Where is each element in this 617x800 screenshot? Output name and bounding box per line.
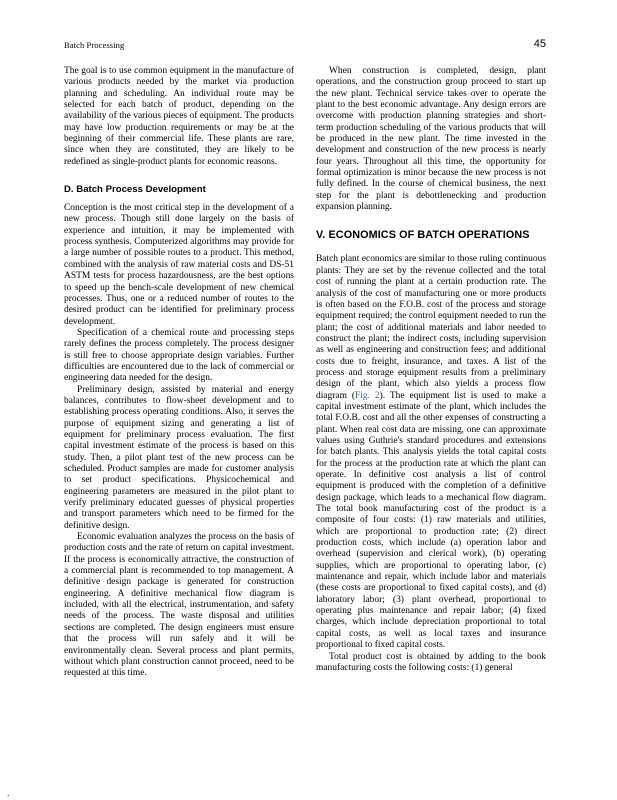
left-paragraph-2: Conception is the most critical step in the development of a new process. Though still done largely on the basis of experience and intuition, it may be implemented with process synthesis. Computerized algorithms may provide for a large number of possible routes to a product. This method, combined with the analysis of raw material costs and DS-51 ASTM tests for process hazardousness, are the best options to speed up the bench-scale development of new chemical processes. Thus, one or a reduced number of routes to the desired product can be identified for preliminary process development. xyxy=(64,203,294,327)
right-paragraph-1: When construction is completed, design, plant operations, and the construction group proceed to start up the new plant. Technical service takes over to operate the plant to the best economic advantage. Any design errors are overcome with production planning strategies and short-term production scheduling of the various products that will be produced in the new plant. The time invested in the development and construction of the new process is nearly four years. Throughout all this time, the opportunity for formal optimization is minor because the new process is not fully defined. In the course of chemical business, the next step for the plant is debottlenecking and production expansion planning. xyxy=(316,66,546,213)
figure-2-link[interactable]: Fig. 2 xyxy=(355,390,380,401)
right-paragraph-3: Total product cost is obtained by adding to the book manufacturing costs the following costs: (1) general xyxy=(316,651,546,673)
corner-mark: ¸ xyxy=(7,789,10,797)
section-heading-d: D. Batch Process Development xyxy=(64,184,206,196)
right-paragraph-2-text-a: Batch plant economics are similar to those ruling continuous plants: They are set by the revenue collected and the total cost of running the plant at a certain production rate. The analysis of the cost of manufacturing one or more products is often based on the F.O.B. cost of the process and storage equipment required; the control equipment needed to run the plant; the cost of additional materials and labor needed to construct the plant; the indirect costs, including supervision as well as engineering and construction fees; and additional costs due to freight, insurance, and taxes. A list of the process and storage equipment results from a preliminary design of the plant, which also yields a process flow diagram ( xyxy=(316,254,546,401)
page-number: 45 xyxy=(533,38,546,50)
left-paragraph-1: The goal is to use common equipment in the manufacture of various products needed by the market via production planning and scheduling. An individual route may be selected for each batch of product, depending on the availability of the various pieces of equipment. The products may have low production requirements or may be at the beginning of their commercial life. These plants are rare, since when they are constituted, they are likely to be redefined as single-product plants for economic reasons. xyxy=(64,66,294,167)
running-title: Batch Processing xyxy=(64,40,125,50)
left-paragraph-4: Preliminary design, assisted by material and energy balances, contributes to flow-sheet development and to establishing process operating conditions. Also, it serves the purpose of equipment sizing and generating a list of equipment for preliminary process evaluation. The first capital investment estimate of the process is based on this study. Then, a pilot plant test of the new process can be scheduled. Product samples are made for customer analysis to set product specifications. Physicochemical and engineering parameters are measured in the pilot plant to verify preliminary educated guesses of physical properties and transport parameters which need to be firmed for the definitive design. xyxy=(64,384,294,531)
left-paragraph-5: Economic evaluation analyzes the process on the basis of production costs and the rate of return on capital investment. If the process is economically attractive, the construction of a commercial plant is recommended to top management. A definitive design package is generated for construction engineering. A definitive mechanical flow diagram is included, with all the electrical, instrumentation, and safety needs of the process. The waste disposal and utilities sections are completed. The design engineers must ensure that the process will run safely and it will be environmentally clean. Several process and plant permits, without which plant construction cannot proceed, need to be requested at this time. xyxy=(64,532,294,679)
left-paragraph-3: Specification of a chemical route and processing steps rarely defines the process completely. The process designer is still free to choose appropriate design variables. Further difficulties are encountered due to the lack of commercial or engineering data needed for the design. xyxy=(64,327,294,384)
right-column xyxy=(316,66,546,674)
right-paragraph-2 xyxy=(316,254,546,651)
section-heading-v: V. ECONOMICS OF BATCH OPERATIONS xyxy=(316,229,530,242)
left-column xyxy=(64,66,294,680)
right-paragraph-2-text-b: ). The equipment list is used to make a capital investment estimate of the plant, which includes the total F.O.B. cost and all the other expenses of constructing a plant. When real cost data are missing, one can approximate values using Guthrie's standard procedures and extensions for batch plants. This analysis yields the total capital costs for the process at the production rate at which the plant can operate. In definitive cost analysis a list of control equipment is produced with the completion of a definitive design package, which leads to a mechanical flow diagram. The total book manufacturing cost of the product is a composite of four costs: (1) raw materials and utilities, which are proportional to production rate; (2) direct production costs, which include (a) operation labor and overhead (supervision and clerical work), (b) operating supplies, which are proportional to operating labor, (c) maintenance and repair, which include labor and materials (these costs are proportional to fixed capital costs), and (d) laboratory labor; (3) plant overhead, proportional to operating plus maintenance and repair labor; (4) fixed charges, which include depreciation proportional to total capital costs, as well as local taxes and insurance proportional to fixed capital costs. xyxy=(316,390,546,651)
